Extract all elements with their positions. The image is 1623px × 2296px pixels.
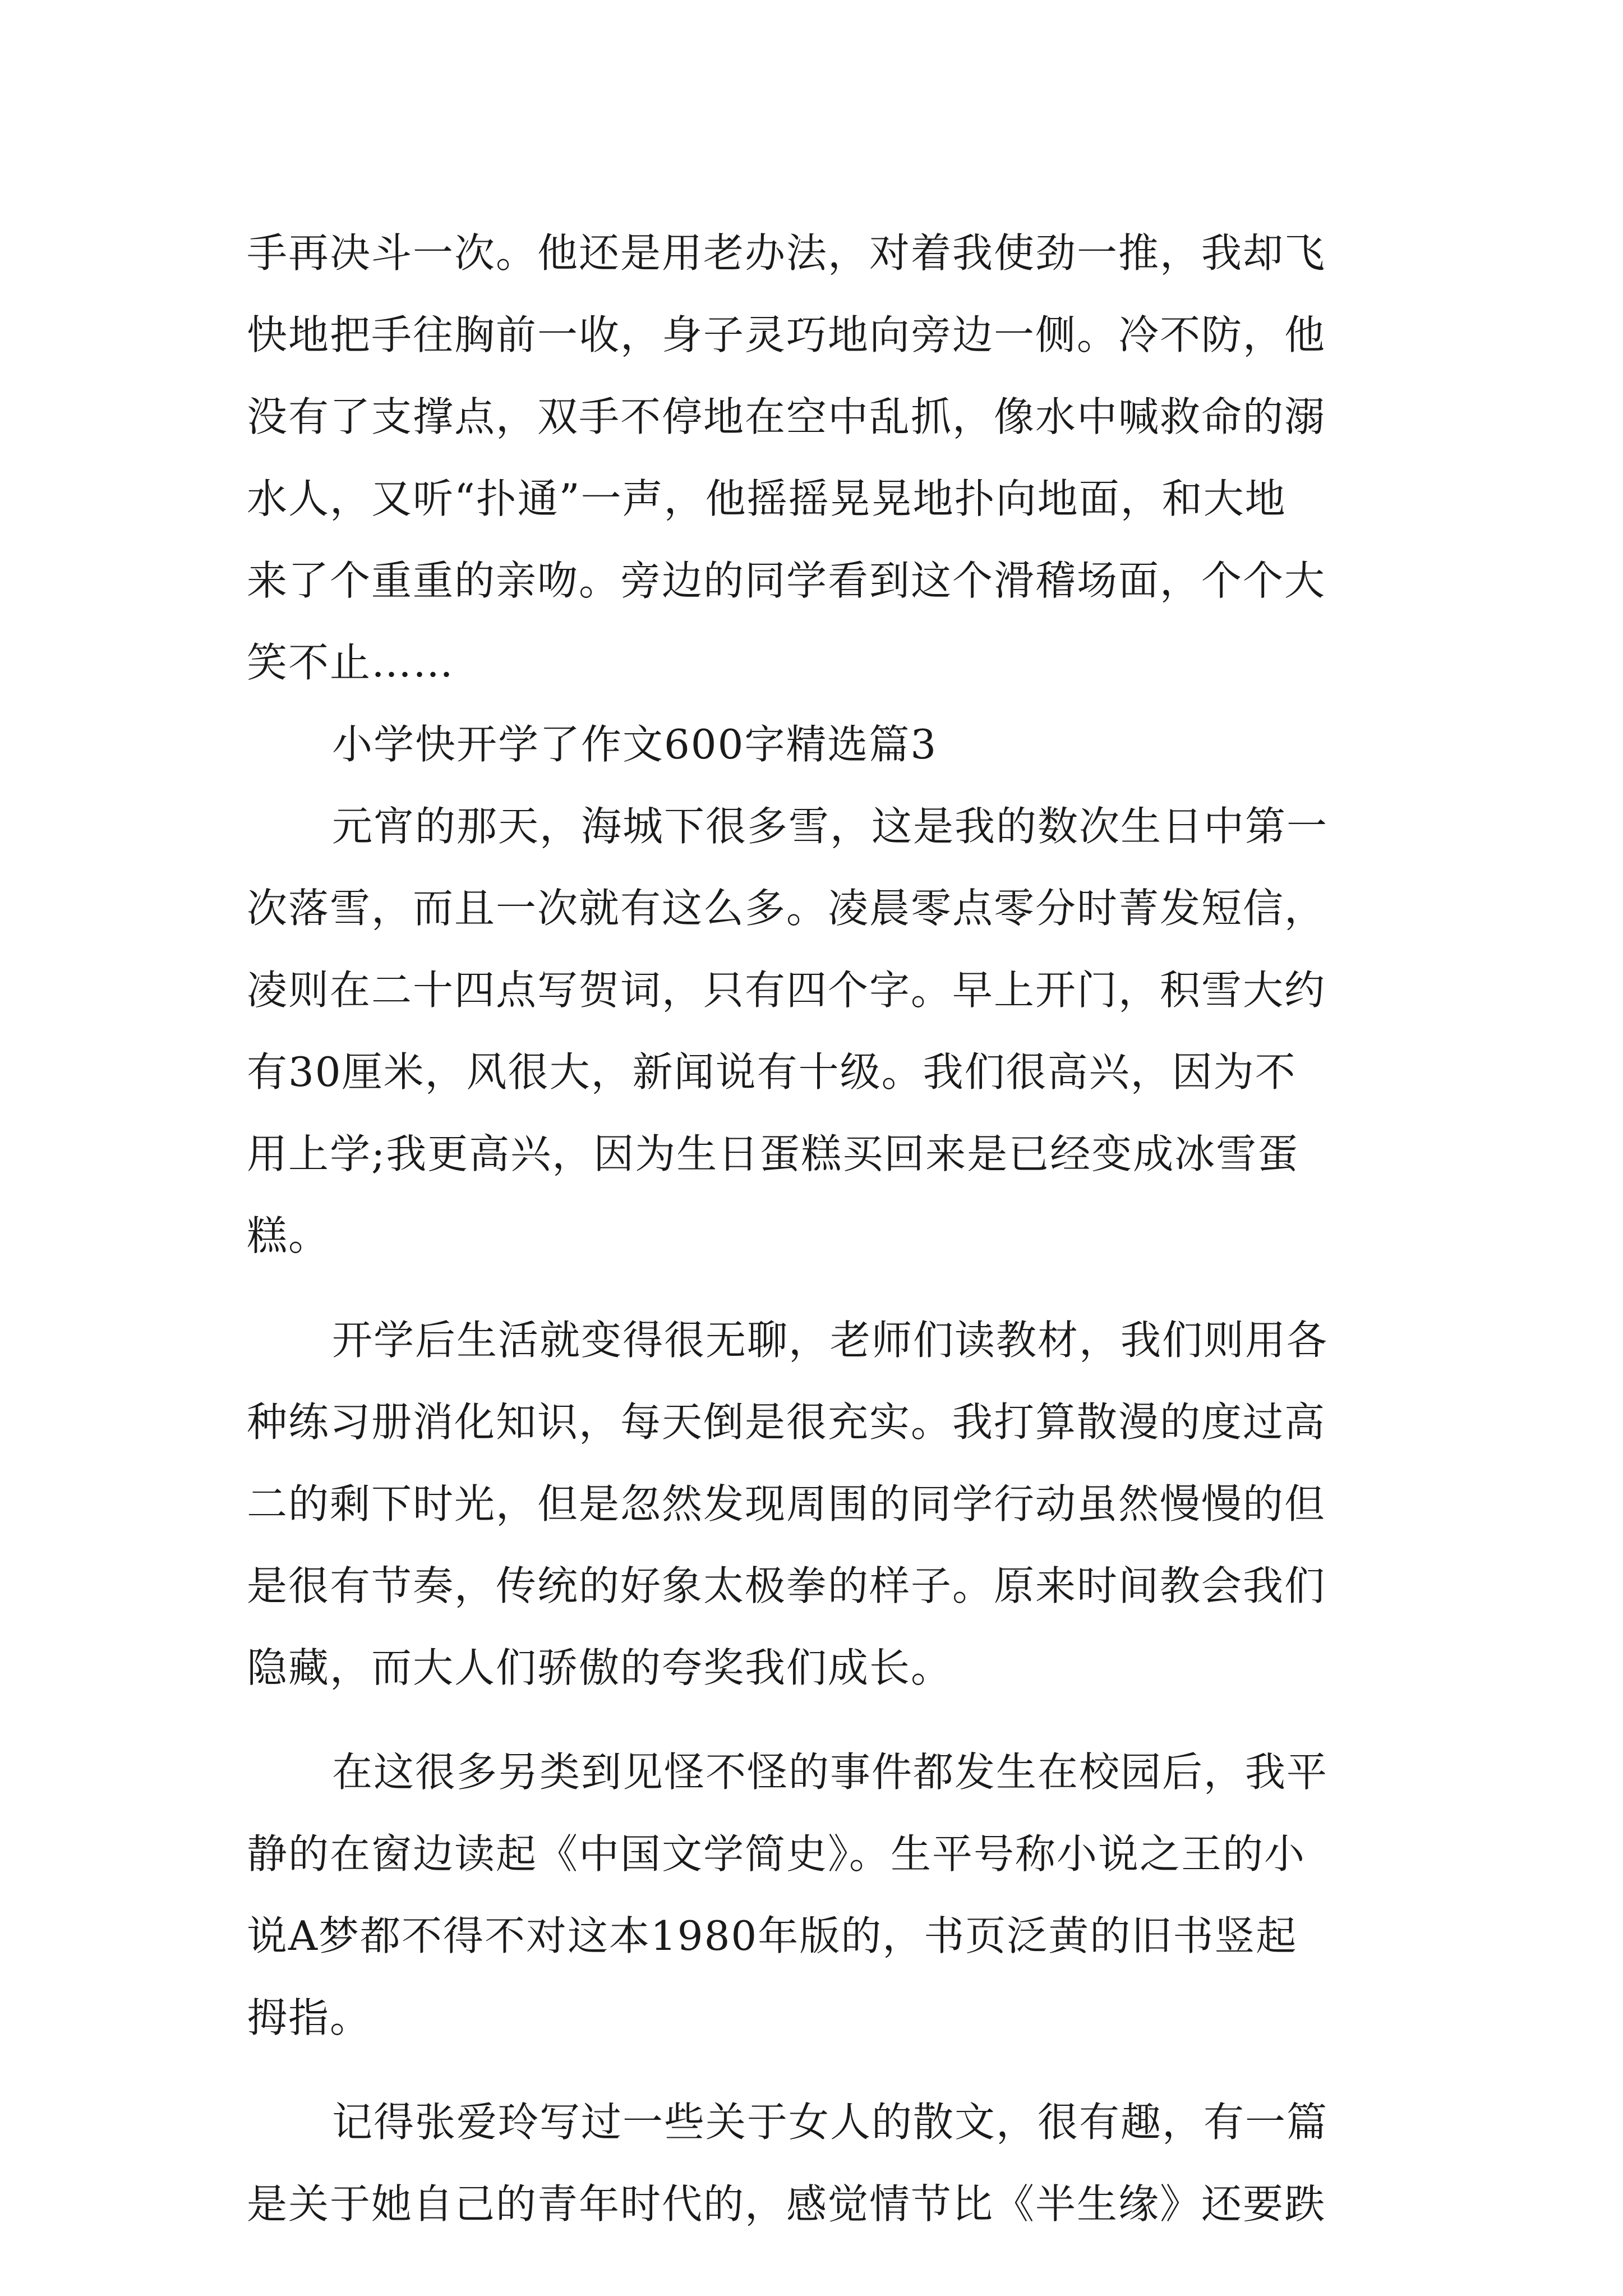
text-line: 水人，又听“扑通”一声，他摇摇晃晃地扑向地面，和大地 xyxy=(247,475,1287,522)
text-line: 没有了支撑点，双手不停地在空中乱抓，像水中喊救命的溺 xyxy=(247,393,1326,440)
text-line: 种练习册消化知识，每天倒是很充实。我打算散漫的度过高 xyxy=(247,1398,1326,1446)
text-line: 静的在窗边读起《中国文学简史》。生平号称小说之王的小 xyxy=(247,1830,1306,1878)
text-line: 次落雪，而且一次就有这么多。凌晨零点零分时菁发短信， xyxy=(247,885,1326,932)
text-line: 糕。 xyxy=(247,1212,330,1259)
paragraph-gap xyxy=(247,2059,1391,2081)
text-line: 是很有节奏，传统的好象太极拳的样子。原来时间教会我们 xyxy=(247,1562,1326,1609)
text-line: 隐藏，而大人们骄傲的夸奖我们成长。 xyxy=(247,1644,953,1691)
text-line: 在这很多另类到见怪不怪的事件都发生在校园后，我平 xyxy=(332,1749,1329,1796)
text-line: 是关于她自己的青年时代的，感觉情节比《半生缘》还要跌 xyxy=(247,2180,1326,2228)
text-line: 手再决斗一次。他还是用老办法，对着我使劲一推，我却飞 xyxy=(247,229,1326,277)
text-line: 快地把手往胸前一收，身子灵巧地向旁边一侧。冷不防，他 xyxy=(247,311,1326,358)
text-line: 说A梦都不得不对这本1980年版的，书页泛黄的旧书竖起 xyxy=(247,1912,1298,1959)
text-line: 有30厘米，风很大，新闻说有十级。我们很高兴，因为不 xyxy=(247,1048,1297,1096)
paragraph-gap xyxy=(247,1709,1391,1731)
text-line: 来了个重重的亲吻。旁边的同学看到这个滑稽场面，个个大 xyxy=(247,557,1326,604)
paragraph-gap xyxy=(247,1277,1391,1299)
text-line: 用上学;我更高兴，因为生日蛋糕买回来是已经变成冰雪蛋 xyxy=(247,1130,1299,1177)
text-line: 笑不止…… xyxy=(247,639,455,686)
text-line: 开学后生活就变得很无聊，老师们读教材，我们则用各 xyxy=(332,1317,1329,1364)
section-heading: 小学快开学了作文600字精选篇3 xyxy=(332,721,938,768)
text-line: 记得张爱玲写过一些关于女人的散文，很有趣，有一篇 xyxy=(332,2099,1329,2146)
body-text xyxy=(247,212,1391,2245)
text-line: 二的剩下时光，但是忽然发现周围的同学行动虽然慢慢的但 xyxy=(247,1480,1326,1527)
text-line: 拇指。 xyxy=(247,1994,372,2041)
text-line: 凌则在二十四点写贺词，只有四个字。早上开门，积雪大约 xyxy=(247,967,1326,1014)
text-line: 元宵的那天，海城下很多雪，这是我的数次生日中第一 xyxy=(332,803,1329,850)
